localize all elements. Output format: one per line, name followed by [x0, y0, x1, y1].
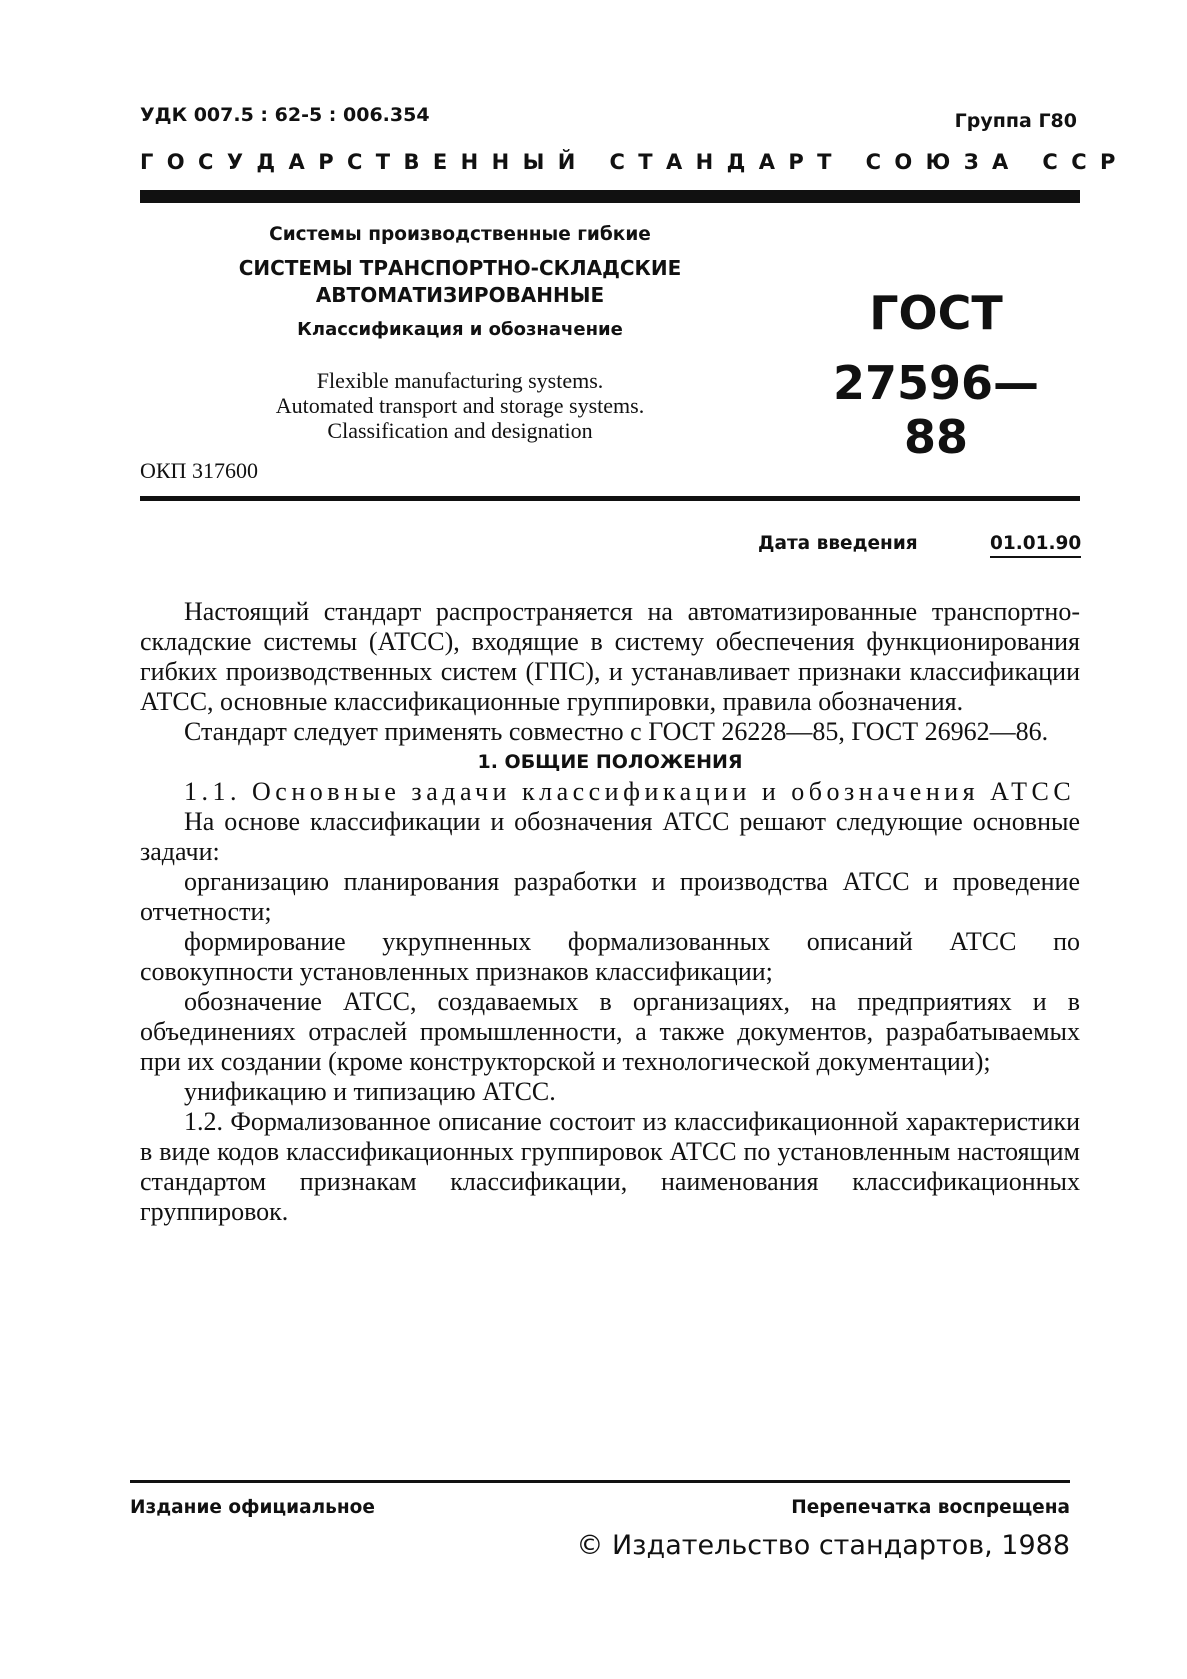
- clause-1-2: 1.2. Формализованное описание состоит из классификационной характеристики в виде кодов классификационных группировок АТСС по установленным настоящим стандартом признакам классификации, наименования классификационных группировок.: [140, 1107, 1080, 1226]
- clause-1-1-title: 1.1. Основные задачи классификации и обозначения АТСС: [184, 777, 1076, 806]
- intro-date-value: 01.01.90: [990, 533, 1081, 558]
- title-line-4: Классификация и обозначение: [297, 319, 623, 340]
- task-item: обозначение АТСС, создаваемых в организациях, на предприятиях и в объединениях отраслей промышленности, а также документов, разрабатываемых при их создании (кроме конструкторской и технологической документации);: [140, 987, 1080, 1076]
- gost-number: 27596—88: [832, 356, 1040, 464]
- udk-code: УДК 007.5 : 62-5 : 006.354: [140, 104, 430, 126]
- no-reprint-label: Перепечатка воспрещена: [791, 1497, 1070, 1518]
- official-edition-label: Издание официальное: [130, 1497, 375, 1518]
- section-1-heading: 1. ОБЩИЕ ПОЛОЖЕНИЯ: [477, 751, 743, 773]
- task-item: организацию планирования разработки и производства АТСС и проведение отчетности;: [140, 867, 1080, 926]
- state-standard-title: ГОСУДАРСТВЕННЫЙ СТАНДАРТ СОЮЗА ССР: [140, 150, 1129, 174]
- clause-1-1-intro: На основе классификации и обозначения АТСС решают следующие основные задачи:: [140, 807, 1080, 866]
- title-line-2: СИСТЕМЫ ТРАНСПОРТНО-СКЛАДСКИЕ: [238, 256, 682, 280]
- task-item: унификацию и типизацию АТСС.: [184, 1077, 556, 1106]
- document-body: [140, 597, 1080, 1227]
- english-title-line-3: Classification and designation: [327, 418, 593, 443]
- intro-date-label: Дата введения: [758, 533, 918, 554]
- english-title: [210, 368, 710, 443]
- english-title-line-1: Flexible manufacturing systems.: [316, 368, 604, 393]
- gost-label: ГОСТ: [869, 286, 1003, 340]
- title-divider: [140, 496, 1080, 501]
- footer-divider: [130, 1480, 1070, 1483]
- title-line-1: Системы производственные гибкие: [269, 224, 651, 245]
- english-title-line-2: Automated transport and storage systems.: [275, 393, 645, 418]
- okp-code: ОКП 317600: [140, 458, 258, 483]
- copyright-notice: © Издательство стандартов, 1988: [576, 1530, 1070, 1561]
- title-block: [210, 224, 710, 340]
- paragraph-scope: Настоящий стандарт распространяется на автоматизированные транспортно-складские системы (АТСС), входящие в систему обеспечения функционирования гибких производственных систем (ГПС), и устанавливает признаки классификации АТСС, основные классификационные группировки, правила обозначения.: [140, 597, 1080, 716]
- title-line-3: АВТОМАТИЗИРОВАННЫЕ: [315, 283, 605, 307]
- task-item: формирование укрупненных формализованных описаний АТСС по совокупности установленных признаков классификации;: [140, 927, 1080, 986]
- header-divider: [140, 190, 1080, 203]
- paragraph-references: Стандарт следует применять совместно с ГОСТ 26228—85, ГОСТ 26962—86.: [184, 717, 1049, 746]
- group-code: Группа Г80: [954, 110, 1077, 132]
